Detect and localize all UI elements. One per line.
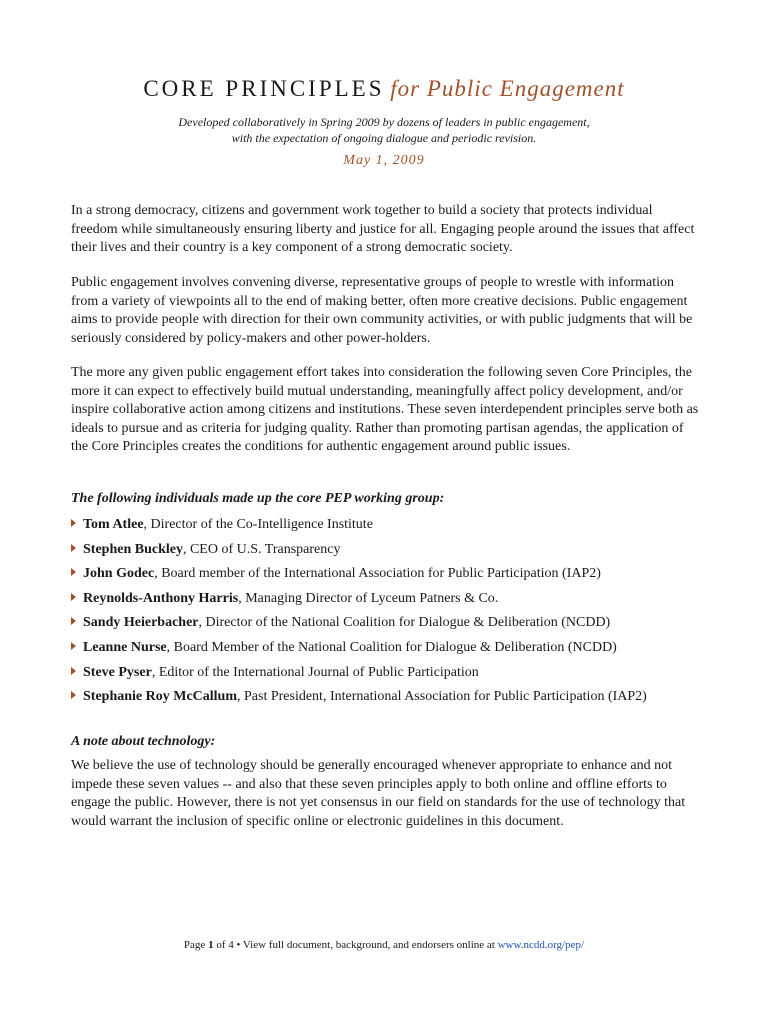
bullet-triangle-icon <box>71 642 76 650</box>
bullet-triangle-icon <box>71 617 76 625</box>
list-item <box>71 589 711 614</box>
bullet-triangle-icon <box>71 544 76 552</box>
bullet-triangle-icon <box>71 593 76 601</box>
bullet-triangle-icon <box>71 568 76 576</box>
member-name: Leanne Nurse <box>83 639 167 655</box>
bullet-triangle-icon <box>71 691 76 699</box>
member-name: Tom Atlee <box>83 517 144 532</box>
member-name: Stephanie Roy McCallum <box>83 689 237 705</box>
working-group-heading: The following individuals made up the core PEP working group: <box>71 491 445 506</box>
page-footer <box>0 939 768 951</box>
footer-text: of 4 • View full document, background, and endorsers online at <box>213 939 498 951</box>
paragraph-principles: The more any given public engagement effort takes into consideration the following seven Core Principles, the more it can expect to effectively build mutual understanding, meaningfully affect policy development, and/or inspire collaborative action among citizens and institutions. These seven interdependent principles serve both as ideals to pursue and as criteria for judging quality. Rather than promoting partisan agendas, the application of the Core Principles creates the conditions for authentic engagement around public issues. <box>71 365 699 454</box>
title-italic: for Public Engagement <box>390 76 625 101</box>
list-item <box>71 515 711 540</box>
list-item <box>71 663 711 688</box>
member-role: , Editor of the International Journal of Public Participation <box>151 664 479 680</box>
member-name: John Godec <box>83 566 155 582</box>
working-group-list <box>71 515 711 712</box>
member-name: Stephen Buckley <box>83 541 183 557</box>
bullet-triangle-icon <box>71 667 76 675</box>
document-date: May 1, 2009 <box>343 153 425 168</box>
footer-page-number: 1 <box>208 939 214 951</box>
page-title <box>0 76 768 102</box>
footer-page-prefix: Page <box>183 939 209 951</box>
member-role: , Board member of the International Association for Public Participation (IAP2) <box>154 566 601 582</box>
subtitle-line-1: Developed collaboratively in Spring 2009 by dozens of leaders in public engagement, <box>178 115 590 129</box>
member-name: Sandy Heierbacher <box>83 615 199 631</box>
bullet-triangle-icon <box>71 519 76 527</box>
member-role: , Board Member of the National Coalition for Dialogue & Deliberation (NCDD) <box>166 639 617 655</box>
member-name: Reynolds-Anthony Harris <box>83 590 239 606</box>
technology-heading: A note about technology: <box>71 734 216 749</box>
subtitle-line-2: with the expectation of ongoing dialogue and periodic revision. <box>231 131 537 145</box>
title-caps: CORE PRINCIPLES <box>143 76 385 101</box>
list-item <box>71 564 711 589</box>
member-role: , Director of the National Coalition for Dialogue & Deliberation (NCDD) <box>198 615 611 631</box>
member-role: , Managing Director of Lyceum Patners & Co. <box>238 590 499 606</box>
paragraph-technology: We believe the use of technology should be generally encouraged whenever appropriate to enhance and not impede these seven values -- and also that these seven principles apply to both online and offline efforts to engage the public. However, there is not yet consensus in our field on standards for the use of technology that would warrant the inclusion of specific online or electronic guidelines in this document. <box>71 758 686 829</box>
member-role: , CEO of U.S. Transparency <box>182 541 341 557</box>
member-role: , Director of the Co-Intelligence Institute <box>143 517 373 532</box>
paragraph-engagement: Public engagement involves convening diverse, representative groups of people to wrestle with information from a variety of viewpoints all to the end of making better, often more creative decisions. Public engagement aims to provide people with direction for their own community activities, or with public judgments that will be seriously considered by policy-makers and other power-holders. <box>71 275 693 346</box>
footer-link[interactable]: www.ncdd.org/pep/ <box>497 939 585 951</box>
member-role: , Past President, International Association for Public Participation (IAP2) <box>237 689 647 705</box>
paragraph-intro: In a strong democracy, citizens and government work together to build a society that protects individual freedom while simultaneously ensuring liberty and justice for all. Engaging people around the issues that affect their lives and their country is a key component of a strong democratic society. <box>71 203 695 255</box>
subtitle <box>0 114 768 146</box>
list-item <box>71 687 711 712</box>
list-item <box>71 613 711 638</box>
list-item <box>71 540 711 565</box>
member-name: Steve Pyser <box>83 664 152 680</box>
list-item <box>71 638 711 663</box>
